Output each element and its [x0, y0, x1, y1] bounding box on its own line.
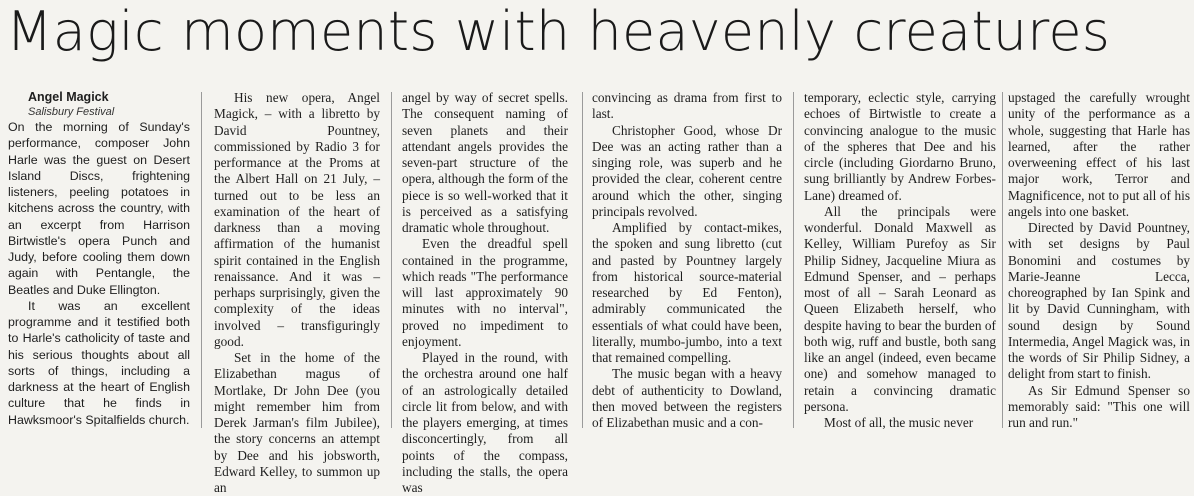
paragraph: Directed by David Pountney, with set designs by Paul Bonomini and costumes by Marie-Jeanne Lecca, choreographed by Ian Spink and lit by David Cunningham, with sound design by Sound Intermedia, Angel Magick was, in the words of Sir Philip Sidney, a delight from start to finish. [1008, 220, 1190, 382]
column-rule [1002, 92, 1003, 428]
column-5 [804, 90, 996, 428]
paragraph: It was an excellent programme and it testified both to Harle's catholicity of taste and his serious thoughts about all sorts of things, including a darkness at the heart of English culture that he finds in Hawksmoor's Spitalfields church. [8, 298, 190, 427]
column-rule [793, 92, 794, 428]
column-4 [592, 90, 782, 428]
column-rule [201, 92, 202, 428]
column-rule [391, 92, 392, 428]
paragraph: Set in the home of the Elizabethan magus of Mortlake, Dr John Dee (you might remember him from Derek Jarman's film Jubilee), the story concerns an attempt by Dee and his jobsworth, Edward Kelley, to summon up an [214, 350, 380, 495]
headline: Magic moments with heavenly creatures [6, 0, 1111, 63]
paragraph: As Sir Edmund Spenser so memorably said: "This one will run and run." [1008, 382, 1190, 430]
review-title: Angel Magick [28, 90, 109, 104]
column-rule [582, 92, 583, 428]
paragraph: upstaged the carefully wrought unity of the performance as a whole, suggesting that Harle has learned, after the rather overweening effect of his last major work, Terror and Magnificence, not to put all of his angels into one basket. [1008, 90, 1190, 219]
paragraph: All the principals were wonderful. Donald Maxwell as Kelley, William Purefoy as Sir Philip Sidney, Jacqueline Miura as Edmund Spenser, and – perhaps most of all – Sarah Leonard as Queen Elizabeth herself, who despite having to bear the burden of both wig, ruff and bustle, both sang like an angel (indeed, even became one) and somehow managed to retain a convincing dramatic persona. [804, 203, 996, 414]
column-3 [402, 90, 568, 495]
paragraph: angel by way of secret spells. The consequent naming of seven planets and their attendant angels provides the seven-part structure of the opera, although the form of the piece is so well-worked that it is perceived as a satisfying dramatic whole throughout. [402, 90, 568, 235]
paragraph: On the morning of Sunday's performance, composer John Harle was the guest on Desert Island Discs, frightening listeners, peeling potatoes in kitchens across the country, with an excerpt from Harrison Birtwistle's opera Punch and Judy, before cooling them down again with Pentangle, the Beatles and Duke Ellington. [8, 120, 190, 297]
paragraph: temporary, eclectic style, carrying echoes of Birtwistle to create a convincing analogue to the music of the spheres that Dee and his circle (including Giordarno Bruno, sung brilliantly by Andrew Forbes-Lane) dreamed of. [804, 90, 996, 203]
paragraph: His new opera, Angel Magick, – with a libretto by David Pountney, commissioned by Radio 3 for performance at the Proms at the Albert Hall on 21 July, – turned out to be less an examination of the heart of darkness than a moving affirmation of the humanist spirit contained in the English renaissance. And it was – perhaps surprisingly, given the complexity of the ideas involved – transfiguringly good. [214, 90, 380, 349]
paragraph: The music began with a heavy debt of authenticity to Dowland, then moved between the registers of Elizabethan music and a con- [592, 366, 782, 430]
review-venue: Salisbury Festival [28, 106, 115, 118]
paragraph: Christopher Good, whose Dr Dee was an acting rather than a singing role, was superb and he provided the clear, coherent centre around which the other, singing principals revolved. [592, 122, 782, 219]
paragraph: Even the dreadful spell contained in the programme, which reads "The performance will last approximately 90 minutes with no interval", proved no impediment to enjoyment. [402, 236, 568, 349]
paragraph: convincing as drama from first to last. [592, 90, 782, 122]
paragraph: Amplified by contact-mikes, the spoken and sung libretto (cut and pasted by Pountney largely from historical source-material researched by Ed Fenton), admirably communicated the essentials of what could have been, literally, mumbo-jumbo, into a text that remained compelling. [592, 220, 782, 365]
column-2 [214, 90, 380, 495]
column-6 [1008, 90, 1190, 428]
paragraph: Played in the round, with the orchestra around one half of an astrologically detailed circle lit from below, and with the players emerging, at times disconcertingly, from all points of the compass, including the stalls, the opera was [402, 350, 568, 495]
column-1 [8, 90, 190, 428]
paragraph: Most of all, the music never [824, 415, 974, 430]
